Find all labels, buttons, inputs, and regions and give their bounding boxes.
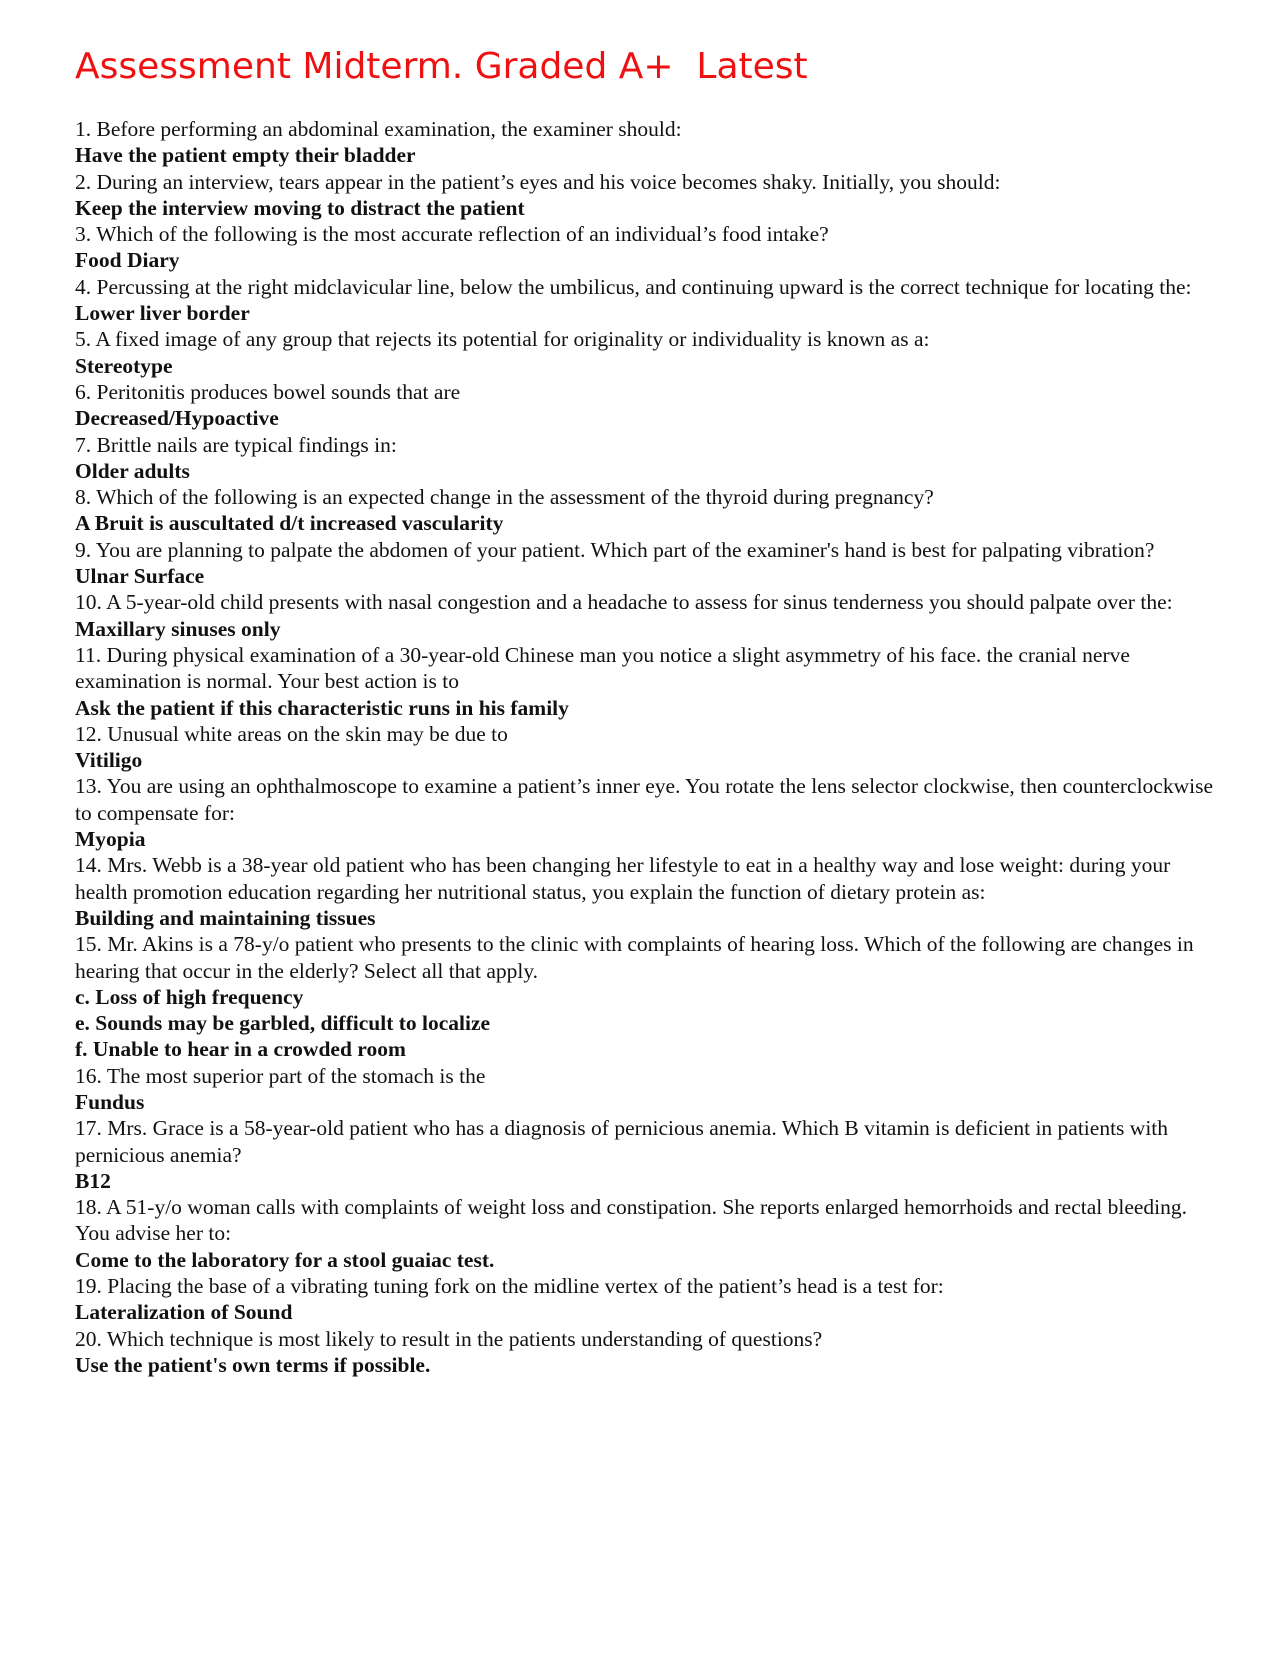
question-text: 10. A 5-year-old child presents with nasal congestion and a headache to assess for sinus tenderness you should palpate over the: <box>75 590 1173 615</box>
answer-text: Myopia <box>75 827 146 852</box>
question-text: 16. The most superior part of the stomach is the <box>75 1063 486 1088</box>
question-text: 7. Brittle nails are typical findings in: <box>75 432 397 457</box>
question-text: 11. During physical examination of a 30-year-old Chinese man you notice a slight asymmetry of his face. the cranial nerve examination is normal. Your best action is to <box>75 642 1130 694</box>
answer-text: Vitiligo <box>75 748 143 773</box>
answer-block <box>75 1168 1215 1194</box>
question-text: 1. Before performing an abdominal examination, the examiner should: <box>75 117 682 141</box>
answer-text: e. Sounds may be garbled, difficult to localize <box>75 1011 491 1036</box>
question-text: 12. Unusual white areas on the skin may be due to <box>75 721 508 746</box>
answer-block <box>75 1247 1215 1273</box>
question-text: 15. Mr. Akins is a 78-y/o patient who presents to the clinic with complaints of hearing loss. Which of the following are changes in hearing that occur in the elderly? Select all that apply. <box>75 932 1194 983</box>
question-text: 18. A 51-y/o woman calls with complaints of weight loss and constipation. She reports enlarged hemorrhoids and rectal bleeding. You advise her to: <box>75 1195 1188 1246</box>
answer-block <box>75 905 1215 931</box>
answer-block <box>75 747 1215 773</box>
answer-block <box>75 247 1215 273</box>
document-title: Assessment Midterm. Graded A+ Latest <box>75 46 808 87</box>
answer-text: Use the patient's own terms if possible. <box>75 1352 431 1377</box>
answer-block <box>75 142 1215 168</box>
answer-text: Lower liver border <box>75 301 250 326</box>
answer-text: Come to the laboratory for a stool guaiac test. <box>75 1247 495 1272</box>
answer-text: Stereotype <box>75 353 173 378</box>
answer-text: Older adults <box>75 458 190 483</box>
question-answer-list <box>75 116 1215 1378</box>
answer-block <box>75 1352 1215 1378</box>
answer-block <box>75 300 1215 326</box>
answer-block <box>75 458 1215 484</box>
answer-text: f. Unable to hear in a crowded room <box>75 1037 406 1062</box>
question-text: 3. Which of the following is the most accurate reflection of an individual’s food intake? <box>75 222 829 247</box>
answer-block <box>75 826 1215 852</box>
document-page <box>75 38 1215 1378</box>
answer-text: B12 <box>75 1168 111 1193</box>
answer-text: Lateralization of Sound <box>75 1300 293 1325</box>
answer-block <box>75 195 1215 221</box>
answer-block <box>75 1299 1215 1325</box>
answer-text: Ask the patient if this characteristic runs in his family <box>75 695 569 720</box>
answer-block <box>75 405 1215 431</box>
answer-text: Have the patient empty their bladder <box>75 143 416 168</box>
answer-text: Maxillary sinuses only <box>75 616 281 641</box>
answer-text: Keep the interview moving to distract the patient <box>75 195 525 220</box>
question-text: 9. You are planning to palpate the abdomen of your patient. Which part of the examiner's hand is best for palpating vibration? <box>75 537 1155 562</box>
answer-block <box>75 1089 1215 1115</box>
question-text: 5. A fixed image of any group that rejects its potential for originality or individuality is known as a: <box>75 327 930 352</box>
question-text: 17. Mrs. Grace is a 58-year-old patient who has a diagnosis of pernicious anemia. Which B vitamin is deficient in patients with pernicious anemia? <box>75 1116 1169 1167</box>
answer-block <box>75 353 1215 379</box>
answer-text: Food Diary <box>75 248 180 273</box>
answer-text: Ulnar Surface <box>75 564 205 589</box>
answer-block <box>75 616 1215 642</box>
answer-text: c. Loss of high frequency <box>75 984 304 1009</box>
question-text: 4. Percussing at the right midclavicular line, below the umbilicus, and continuing upward is the correct technique for locating the: <box>75 274 1192 299</box>
question-text: 20. Which technique is most likely to result in the patients understanding of questions? <box>75 1326 823 1351</box>
answer-block <box>75 695 1215 721</box>
answer-text: Building and maintaining tissues <box>75 905 376 930</box>
question-text: 6. Peritonitis produces bowel sounds that are <box>75 379 461 404</box>
question-text: 19. Placing the base of a vibrating tuning fork on the midline vertex of the patient’s head is a test for: <box>75 1274 944 1299</box>
answer-text: A Bruit is auscultated d/t increased vascularity <box>75 511 504 536</box>
answer-block <box>75 510 1215 536</box>
answer-text: Decreased/Hypoactive <box>75 406 279 431</box>
question-text: 13. You are using an ophthalmoscope to examine a patient’s inner eye. You rotate the lens selector clockwise, then counterclockwise to compensate for: <box>75 774 1214 825</box>
answer-block <box>75 563 1215 589</box>
question-text: 2. During an interview, tears appear in the patient’s eyes and his voice becomes shaky. Initially, you should: <box>75 169 1001 194</box>
answer-block <box>75 984 1215 1063</box>
answer-text: Fundus <box>75 1089 145 1114</box>
question-text: 8. Which of the following is an expected change in the assessment of the thyroid during pregnancy? <box>75 485 934 510</box>
question-text: 14. Mrs. Webb is a 38-year old patient who has been changing her lifestyle to eat in a healthy way and lose weight: during your health promotion education regarding her nutritional status, you explain the function of dietary protein as: <box>75 853 1171 904</box>
